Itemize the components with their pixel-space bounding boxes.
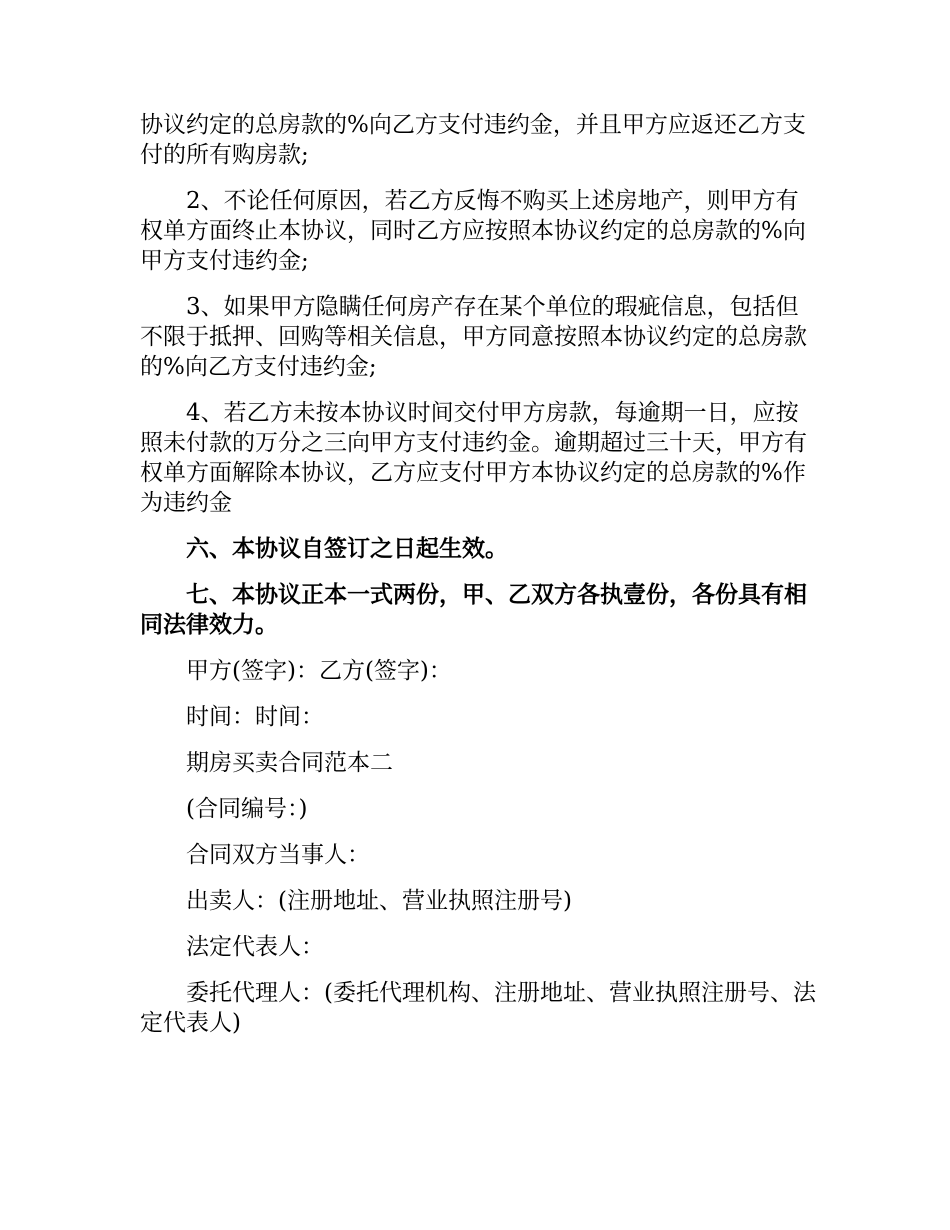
paragraph-clause-2: 2、不论任何原因，若乙方反悔不购买上述房地产，则甲方有权单方面终止本协议，同时乙方应按照本协议约定的总房款的%向甲方支付违约金; bbox=[140, 188, 806, 274]
paragraph-clause-3: 3、如果甲方隐瞒任何房产存在某个单位的瑕疵信息，包括但不限于抵押、回购等相关信息，甲方同意按照本协议约定的总房款的%向乙方支付违约金; bbox=[140, 294, 807, 380]
contract-number: (合同编号：) bbox=[186, 796, 308, 822]
paragraph-penalty-refund: 协议约定的总房款的%向乙方支付违约金，并且甲方应返还乙方支付的所有购房款; bbox=[140, 112, 806, 168]
parties-label: 合同双方当事人： bbox=[186, 842, 370, 868]
document-page bbox=[140, 110, 820, 1054]
contract-title: 期房买卖合同范本二 bbox=[186, 750, 393, 776]
signature-line: 甲方(签字)：乙方(签字)： bbox=[186, 658, 452, 684]
agent-line: 委托代理人：(委托代理机构、注册地址、营业执照注册号、法定代表人) bbox=[140, 980, 816, 1036]
seller-line: 出卖人：(注册地址、营业执照注册号) bbox=[186, 888, 572, 914]
heading-section-7: 七、本协议正本一式两份，甲、乙双方各执壹份，各份具有相同法律效力。 bbox=[140, 581, 807, 638]
legal-representative-line: 法定代表人： bbox=[186, 934, 324, 960]
date-line: 时间：时间： bbox=[186, 704, 324, 730]
heading-section-6: 六、本协议自签订之日起生效。 bbox=[186, 535, 508, 562]
paragraph-clause-4: 4、若乙方未按本协议时间交付甲方房款，每逾期一日，应按照未付款的万分之三向甲方支付违约金。逾期超过三十天，甲方有权单方面解除本协议，乙方应支付甲方本协议约定的总房款的%作为违约金 bbox=[140, 400, 807, 516]
